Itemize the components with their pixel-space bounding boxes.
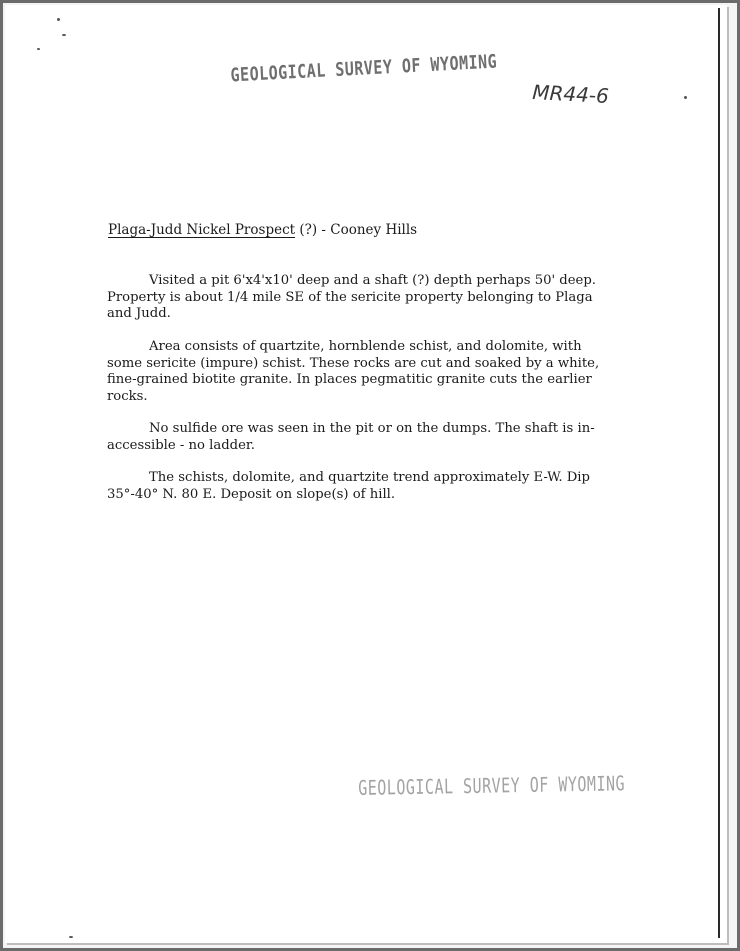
document-heading bbox=[108, 222, 417, 238]
survey-stamp-bottom: GEOLOGICAL SURVEY OF WYOMING bbox=[358, 771, 626, 801]
scan-speck bbox=[62, 34, 66, 36]
scan-speck bbox=[57, 18, 60, 21]
paragraph-line: rocks. bbox=[107, 388, 148, 404]
scan-speck bbox=[69, 936, 73, 938]
paragraph-geology bbox=[107, 339, 655, 405]
paragraph-line: No sulfide ore was seen in the pit or on the dumps. The shaft is in- bbox=[149, 421, 595, 436]
paragraph-line: fine-grained biotite granite. In places pegmatitic granite cuts the earlier bbox=[107, 372, 592, 388]
paragraph-visit bbox=[107, 273, 655, 323]
page-edge-shadow bbox=[718, 8, 720, 938]
paragraph-line: and Judd. bbox=[107, 306, 171, 322]
paragraph-line: Visited a pit 6'x4'x10' deep and a shaft (?) depth perhaps 50' deep. bbox=[149, 273, 596, 288]
paragraph-sulfide bbox=[107, 421, 655, 454]
paragraph-line: Property is about 1/4 mile SE of the sericite property belonging to Plaga bbox=[107, 289, 593, 305]
heading-title: Plaga-Judd Nickel Prospect bbox=[108, 222, 296, 238]
handwritten-file-number: MR44-6 bbox=[531, 80, 610, 108]
scan-speck bbox=[37, 48, 40, 50]
paragraph-line: The schists, dolomite, and quartzite trend approximately E-W. Dip bbox=[149, 470, 590, 485]
paragraph-line: Area consists of quartzite, hornblende schist, and dolomite, with bbox=[149, 339, 582, 354]
paragraph-line: some sericite (impure) schist. These rocks are cut and soaked by a white, bbox=[107, 355, 600, 371]
paragraph-line: accessible - no ladder. bbox=[107, 437, 255, 453]
paragraph-line: 35°-40° N. 80 E. Deposit on slope(s) of hill. bbox=[107, 486, 396, 502]
heading-location: (?) - Cooney Hills bbox=[295, 222, 418, 238]
paragraph-trend bbox=[107, 470, 655, 503]
scan-speck bbox=[684, 96, 687, 99]
survey-stamp-top: GEOLOGICAL SURVEY OF WYOMING bbox=[230, 50, 498, 87]
